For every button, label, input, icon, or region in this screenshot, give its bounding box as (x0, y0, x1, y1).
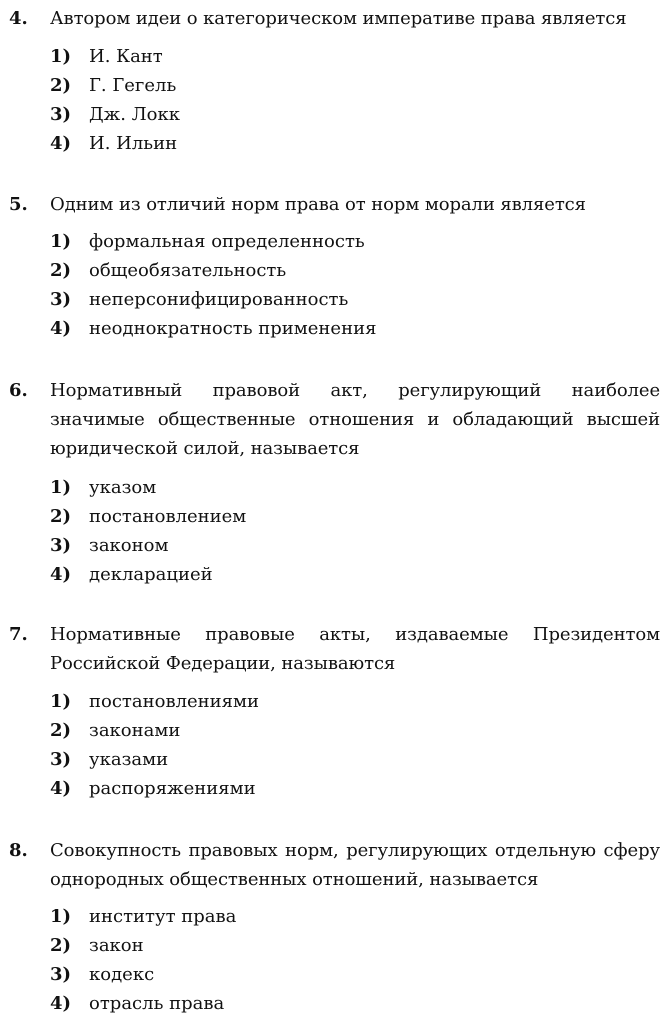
option-text: институт права (89, 906, 237, 927)
answer-option-1[interactable] (50, 687, 259, 716)
option-text: неоднократность применения (89, 318, 377, 339)
question-text: Автором идеи о категорическом императиве права является (50, 8, 627, 29)
option-number: 1) (50, 231, 72, 252)
option-text: указами (89, 749, 169, 770)
answer-option-2[interactable] (50, 716, 259, 745)
answer-options (50, 227, 376, 343)
option-number: 4) (50, 778, 72, 799)
option-number: 3) (50, 289, 72, 310)
option-text: постановлением (89, 506, 247, 527)
option-number: 3) (50, 104, 72, 125)
option-text: кодекс (89, 964, 155, 985)
question-number: 4. (9, 8, 28, 29)
answer-option-3[interactable] (50, 745, 259, 774)
answer-options (50, 687, 259, 803)
question-number: 7. (9, 624, 28, 645)
option-text: отрасль права (89, 993, 225, 1014)
answer-option-4[interactable] (50, 560, 246, 589)
option-text: неперсонифицированность (89, 289, 349, 310)
option-number: 3) (50, 964, 72, 985)
option-number: 2) (50, 75, 72, 96)
question-number: 5. (9, 194, 28, 215)
option-number: 1) (50, 691, 72, 712)
option-number: 3) (50, 749, 72, 770)
question-text: Совокупность правовых норм, регулирующих отдельную сферу однородных общественных отношений, называется (50, 840, 660, 890)
answer-options (50, 473, 246, 589)
answer-option-4[interactable] (50, 314, 376, 343)
answer-option-2[interactable] (50, 931, 236, 960)
option-number: 1) (50, 46, 72, 67)
option-text: декларацией (89, 564, 213, 585)
answer-option-4[interactable] (50, 129, 180, 158)
question-text: Одним из отличий норм права от норм морали является (50, 194, 586, 215)
option-text: общеобязательность (89, 260, 287, 281)
answer-option-2[interactable] (50, 256, 376, 285)
option-number: 1) (50, 906, 72, 927)
option-number: 2) (50, 260, 72, 281)
option-number: 2) (50, 935, 72, 956)
answer-option-3[interactable] (50, 100, 180, 129)
option-number: 1) (50, 477, 72, 498)
option-text: законом (89, 535, 169, 556)
answer-option-1[interactable] (50, 227, 376, 256)
answer-option-4[interactable] (50, 774, 259, 803)
option-text: указом (89, 477, 157, 498)
option-text: постановлениями (89, 691, 260, 712)
option-text: Дж. Локк (89, 104, 180, 125)
option-number: 2) (50, 506, 72, 527)
answer-option-2[interactable] (50, 71, 180, 100)
answer-option-1[interactable] (50, 42, 180, 71)
answer-option-3[interactable] (50, 285, 376, 314)
option-text: Г. Гегель (89, 75, 177, 96)
option-text: распоряжениями (89, 778, 256, 799)
answer-option-3[interactable] (50, 960, 236, 989)
question-number: 6. (9, 380, 28, 401)
option-number: 2) (50, 720, 72, 741)
option-number: 4) (50, 564, 72, 585)
option-text: И. Ильин (89, 133, 178, 154)
option-number: 3) (50, 535, 72, 556)
answer-option-1[interactable] (50, 473, 246, 502)
question-text: Нормативные правовые акты, издаваемые Президентом Российской Федерации, называются (50, 624, 660, 674)
option-text: закон (89, 935, 144, 956)
option-text: законами (89, 720, 181, 741)
option-number: 4) (50, 133, 72, 154)
option-number: 4) (50, 993, 72, 1014)
option-text: И. Кант (89, 46, 163, 67)
question-text: Нормативный правовой акт, регулирующий наиболее значимые общественные отношения и обладающий высшей юридической силой, называется (50, 380, 660, 459)
answer-option-2[interactable] (50, 502, 246, 531)
answer-options (50, 42, 180, 158)
question-number: 8. (9, 840, 28, 861)
answer-option-1[interactable] (50, 902, 236, 931)
option-number: 4) (50, 318, 72, 339)
option-text: формальная определенность (89, 231, 365, 252)
answer-option-3[interactable] (50, 531, 246, 560)
answer-options (50, 902, 236, 1018)
answer-option-4[interactable] (50, 989, 236, 1018)
